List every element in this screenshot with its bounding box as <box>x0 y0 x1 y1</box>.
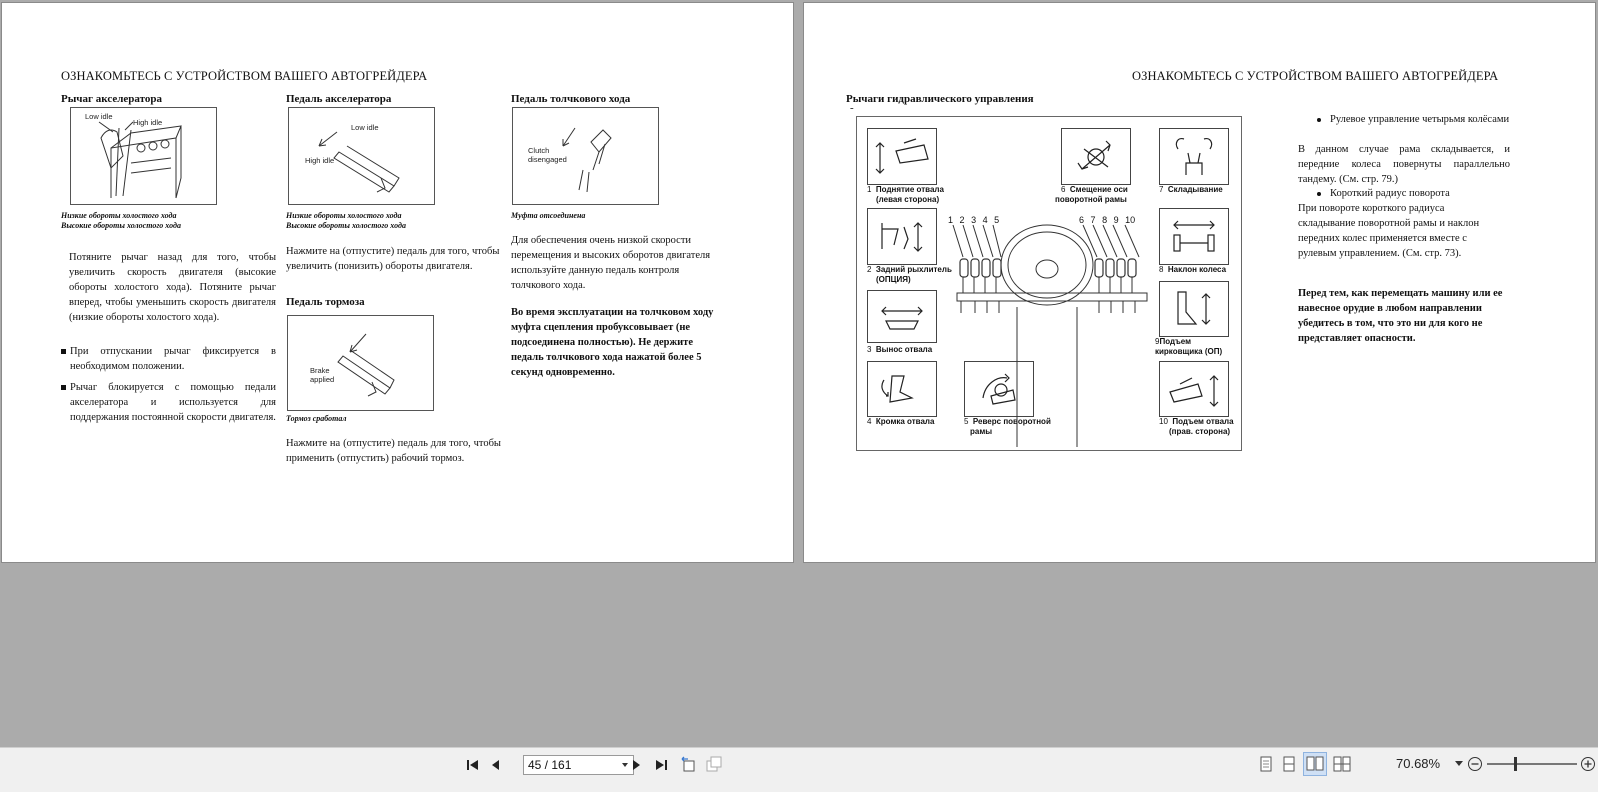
inching-pedal-text: Для обеспечения очень низкой скорости перемещения и высоких оборотов двигателя используйте данную педаль контроля толчкового хода. <box>511 235 711 291</box>
first-page-icon[interactable] <box>466 758 480 772</box>
two-page-button[interactable] <box>1303 752 1327 776</box>
zoom-level[interactable] <box>1396 756 1440 771</box>
blade-lift-right-icon <box>1159 361 1229 417</box>
bullet-text: Короткий радиус поворота <box>1330 188 1450 199</box>
blade-tip-icon <box>867 361 937 417</box>
zoom-slider-handle[interactable] <box>1514 757 1517 771</box>
disengaged-label: disengaged <box>528 155 567 164</box>
page-header: ОЗНАКОМЬТЕСЬ С УСТРОЙСТВОМ ВАШЕГО АВТОГРЕЙДЕРА <box>61 69 428 83</box>
brake-label: Brake <box>310 366 330 375</box>
continuous-icon[interactable] <box>1282 756 1296 772</box>
four-wheel-steering-text: В данном случае рама складывается, и передние колеса повернуты параллельно тандему. (См. стр. 79.) <box>1298 144 1510 185</box>
control-6-label: 6 Смещение оси поворотной рамы <box>1055 185 1128 204</box>
control-4-label: 4 Кромка отвала <box>867 417 935 426</box>
bullet-square-icon <box>61 385 66 390</box>
control-2-label: 2 Задний рыхлитель (ОПЦИЯ) <box>867 265 952 284</box>
page-number-input[interactable] <box>523 755 634 775</box>
viewer-toolbar <box>0 747 1598 792</box>
caption-high-idle: Высокие обороты холостого хода <box>286 221 406 230</box>
hydraulic-levers-title: Рычаги гидравлического управления <box>846 93 1034 105</box>
control-1-label: 1 Поднятие отвала (левая сторона) <box>867 185 944 204</box>
accelerator-pedal-text: Нажмите на (отпустите) педаль для того, чтобы увеличить (понизить) обороты двигателя. <box>286 246 500 272</box>
clutch-label: Clutch <box>528 146 550 155</box>
two-page-continuous-icon[interactable] <box>1333 756 1351 772</box>
inching-warning: Во время эксплуатации на толчковом ходу муфта сцепления пробуксовывает (не подсоединена полностью). Не держите педаль толчкового хода нажатой более 5 секунд одновременно. <box>511 307 714 378</box>
control-8-label: 8 Наклон колеса <box>1159 265 1227 274</box>
bullet-dot-icon <box>1317 118 1321 122</box>
zoom-dropdown-icon[interactable] <box>1455 761 1463 767</box>
brake-pedal-text: Нажмите на (отпустите) педаль для того, чтобы применить (отпустить) рабочий тормоз. <box>286 438 501 464</box>
chevron-down-icon[interactable] <box>622 763 628 767</box>
brake-pedal-title: Педаль тормоза <box>286 296 365 308</box>
lever-numbers-left: 1 2 3 4 5 <box>948 215 1000 225</box>
blade-side-shift-icon <box>867 290 937 343</box>
control-7-label: 7 Складывание <box>1159 185 1223 194</box>
short-radius-text: При повороте короткого радиуса складывание поворотной рамы и наклон передних колес применяется вместе с рулевым управлением. (См. стр. 73). <box>1298 203 1480 259</box>
safety-warning: Перед тем, как перемещать машину или ее навесное орудие в любом направлении убедитесь в том, что это ни для кого не представляет опасности. <box>1298 288 1503 344</box>
accelerator-pedal-title: Педаль акселератора <box>286 93 392 105</box>
control-10-label: 10 Подъем отвала (прав. сторона) <box>1159 417 1234 436</box>
accelerator-pedal-figure <box>288 107 435 205</box>
accelerator-lever-title: Рычаг акселератора <box>61 93 162 105</box>
page-number-value: 45 / 161 <box>528 758 572 772</box>
brake-pedal-drawing <box>288 316 433 410</box>
hydraulic-levers-diagram <box>856 116 1242 451</box>
last-page-icon[interactable] <box>654 758 668 772</box>
control-5-label: 5 Реверс поворотной рамы <box>964 417 1051 436</box>
high-idle-label: High idle <box>133 118 163 127</box>
high-idle-label: High idle <box>305 156 335 165</box>
go-forward-icon[interactable] <box>705 755 723 773</box>
blade-lift-left-icon <box>867 128 937 185</box>
title-mark: - <box>850 102 854 114</box>
circle-reverse-icon <box>964 361 1034 417</box>
rear-ripper-icon <box>867 208 937 265</box>
single-page-icon[interactable] <box>1259 756 1273 772</box>
circle-center-shift-icon <box>1061 128 1131 185</box>
left-page <box>1 2 794 563</box>
zoom-out-icon[interactable] <box>1467 756 1483 772</box>
control-9-label: 9Подъем кирковщика (ОП) <box>1155 337 1223 356</box>
brake-pedal-figure <box>287 315 434 411</box>
two-page-icon <box>1304 753 1326 775</box>
bullet-short-radius <box>1295 186 1510 201</box>
wheel-lean-icon <box>1159 208 1229 265</box>
applied-label: applied <box>310 375 335 384</box>
lever-numbers-right: 6 7 8 9 10 <box>1079 215 1136 225</box>
prev-page-icon[interactable] <box>489 758 501 772</box>
articulation-icon <box>1159 128 1229 185</box>
right-page <box>803 2 1596 563</box>
bullet-lever-fix <box>61 344 276 374</box>
bullet-text: Рычаг блокируется с помощью педали акселератора и используется для поддержания постоянной скорости двигателя. <box>70 382 276 423</box>
scarifier-lift-icon <box>1159 281 1229 337</box>
inching-pedal-title: Педаль толчкового хода <box>511 93 631 105</box>
caption-low-idle: Низкие обороты холостого хода <box>61 211 177 220</box>
bullet-text: Рулевое управление четырьмя колёсами <box>1330 114 1510 125</box>
zoom-in-icon[interactable] <box>1580 756 1596 772</box>
accelerator-lever-text: Потяните рычаг назад для того, чтобы увеличить скорость двигателя (высокие обороты холостого хода). Потяните рычаг вперед, чтобы уменьшить скорость двигателя (низкие обороты холостого хода). <box>69 252 276 323</box>
go-back-icon[interactable] <box>680 755 698 773</box>
next-page-icon[interactable] <box>631 758 643 772</box>
bullet-text: При отпускании рычаг фиксируется в необходимом положении. <box>70 346 276 372</box>
bullet-square-icon <box>61 349 66 354</box>
bullet-four-wheel-steering <box>1295 112 1510 127</box>
page-header: ОЗНАКОМЬТЕСЬ С УСТРОЙСТВОМ ВАШЕГО АВТОГРЕЙДЕРА <box>1132 69 1499 83</box>
inching-pedal-figure <box>512 107 659 205</box>
low-idle-label: Low idle <box>351 123 379 132</box>
bullet-dot-icon <box>1317 192 1321 196</box>
bullet-lever-lock <box>61 380 276 425</box>
low-idle-label: Low idle <box>85 112 113 121</box>
caption-brake-applied: Тормоз сработал <box>286 414 347 423</box>
zoom-value: 70.68% <box>1396 756 1441 771</box>
caption-high-idle: Высокие обороты холостого хода <box>61 221 181 230</box>
accelerator-lever-figure <box>70 107 217 205</box>
caption-low-idle: Низкие обороты холостого хода <box>286 211 402 220</box>
zoom-slider-track[interactable] <box>1487 763 1577 765</box>
caption-clutch-disengaged: Муфта отсоединена <box>511 211 586 220</box>
control-3-label: 3 Вынос отвала <box>867 345 933 354</box>
